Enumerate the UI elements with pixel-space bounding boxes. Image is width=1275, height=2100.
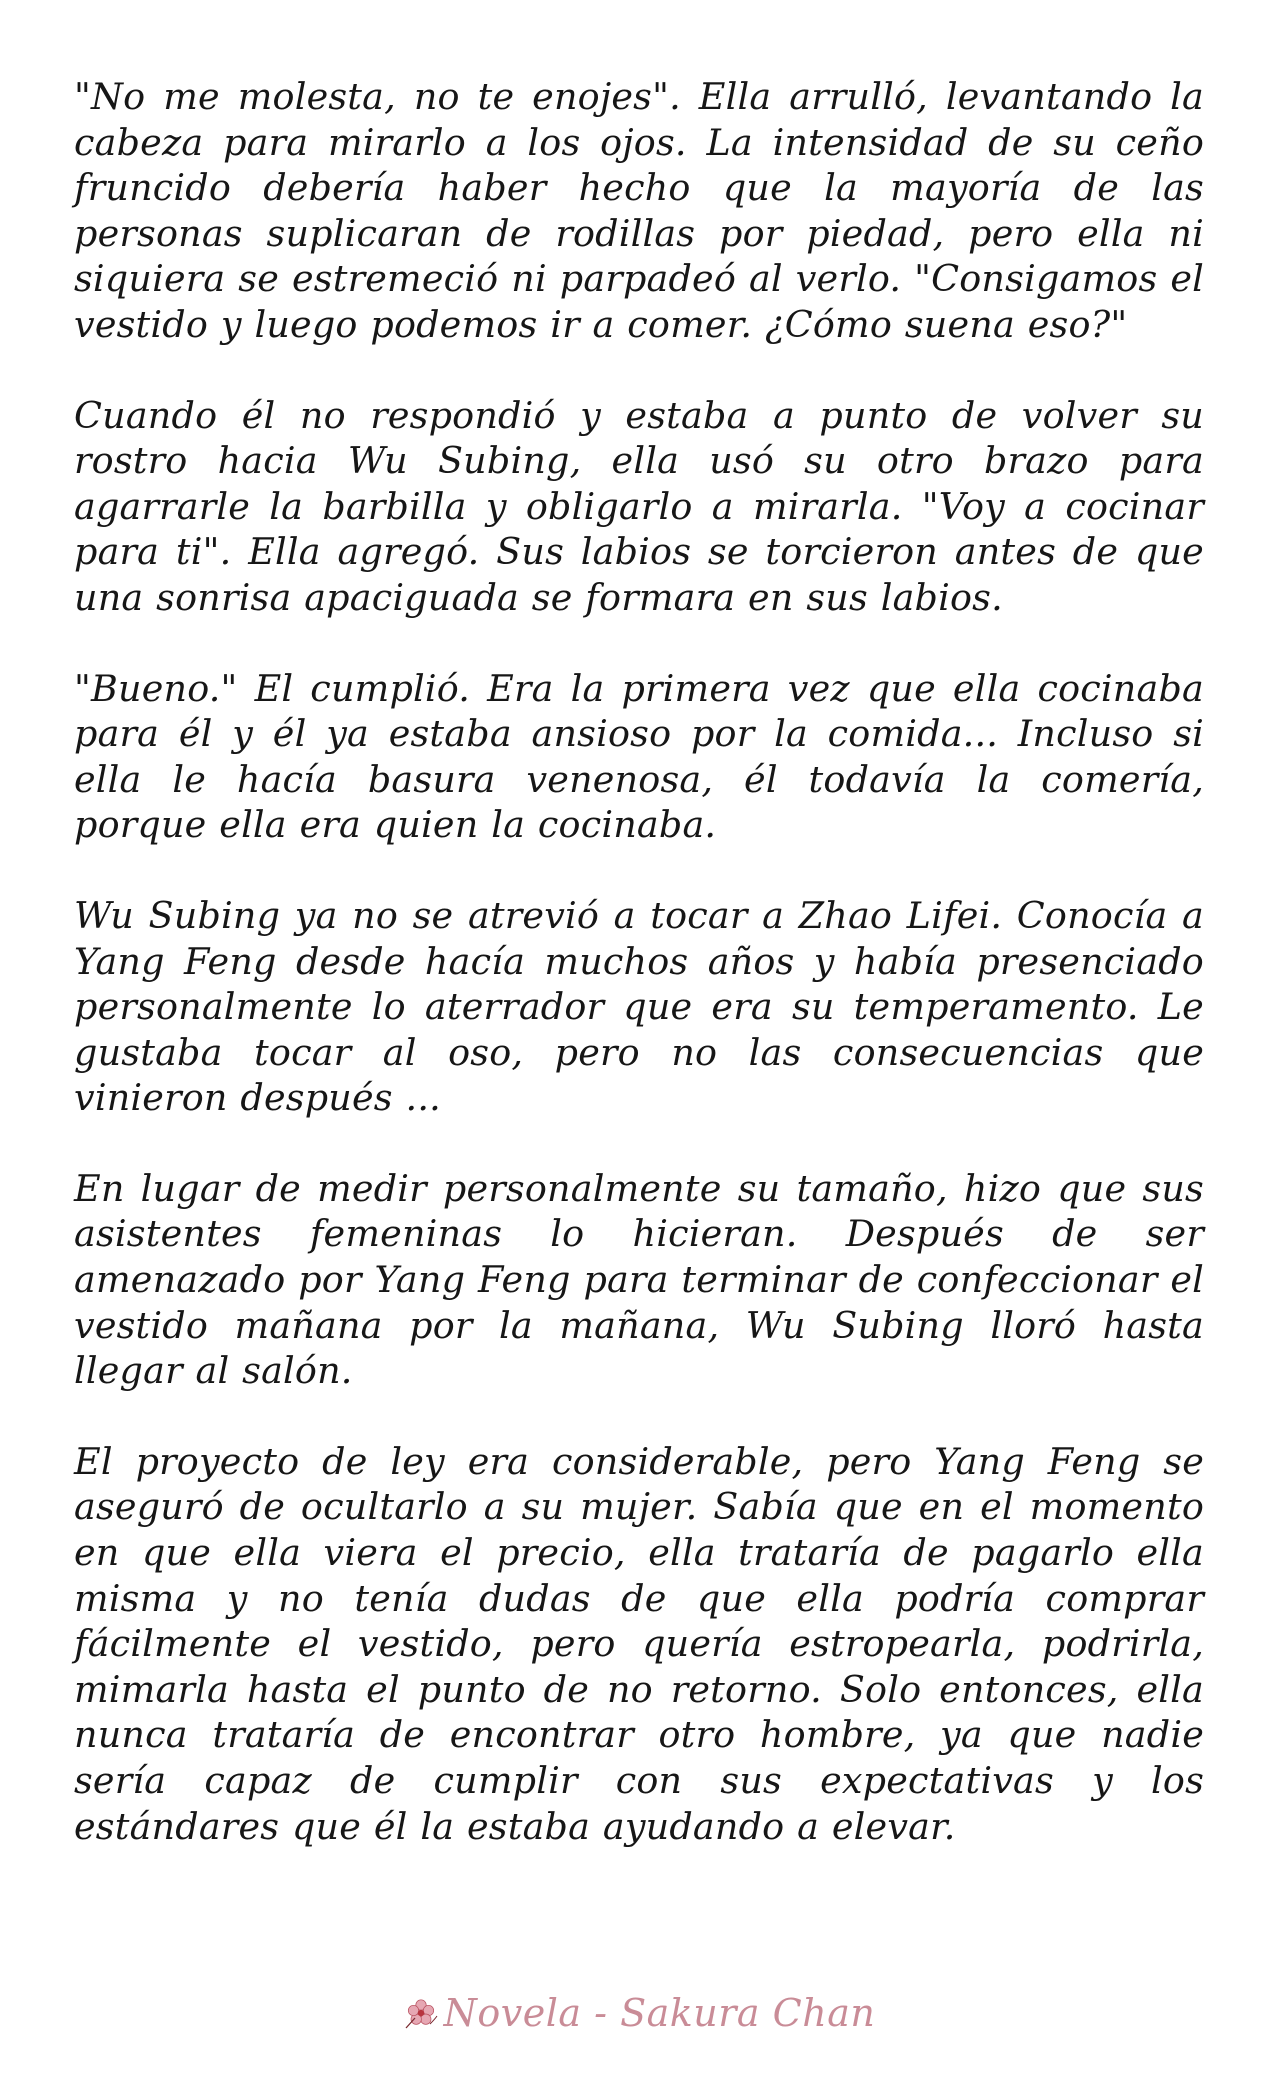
- sakura-blossom-icon: [402, 1994, 440, 2032]
- novel-text: [74, 74, 1204, 1894]
- paragraph-3: "Bueno." El cumplió. Era la primera vez que ella cocinaba para él y él ya estaba ansioso por la comida... Incluso si ella le hacía basura venenosa, él todavía la comería, porque ella era quien la cocinaba.: [74, 666, 1204, 847]
- watermark-text: Novela - Sakura Chan: [443, 1991, 876, 2035]
- watermark: [0, 1985, 1275, 2041]
- paragraph-2: Cuando él no respondió y estaba a punto de volver su rostro hacia Wu Subing, ella usó su otro brazo para agarrarle la barbilla y obligarlo a mirarla. "Voy a cocinar para ti". Ella agregó. Sus labios se torcieron antes de que una sonrisa apaciguada se formara en sus labios.: [74, 393, 1204, 619]
- paragraph-4: Wu Subing ya no se atrevió a tocar a Zhao Lifei. Conocía a Yang Feng desde hacía muchos años y había presenciado personalmente lo aterrador que era su temperamento. Le gustaba tocar al oso, pero no las consecuencias que vinieron después ...: [74, 893, 1204, 1120]
- paragraph-1: "No me molesta, no te enojes". Ella arrulló, levantando la cabeza para mirarlo a los ojos. La intensidad de su ceño fruncido debería haber hecho que la mayoría de las personas suplicaran de rodillas por piedad, pero ella ni siquiera se estremeció ni parpadeó al verlo. "Consigamos el vestido y luego podemos ir a comer. ¿Cómo suena eso?": [74, 75, 1204, 346]
- paragraph-5: En lugar de medir personalmente su tamaño, hizo que sus asistentes femeninas lo hicieran. Después de ser amenazado por Yang Feng para terminar de confeccionar el vestido mañana por la mañana, Wu Subing lloró hasta llegar al salón.: [74, 1166, 1204, 1393]
- paragraph-6: El proyecto de ley era considerable, pero Yang Feng se aseguró de ocultarlo a su mujer. Sabía que en el momento en que ella viera el precio, ella trataría de pagarlo ella misma y no tenía dudas de que ella podría comprar fácilmente el vestido, pero quería estropearla, podrirla, mimarla hasta el punto de no retorno. Solo entonces, ella nunca trataría de encontrar otro hombre, ya que nadie sería capaz de cumplir con sus expectativas y los estándares que él la estaba ayudando a elevar.: [74, 1439, 1204, 1848]
